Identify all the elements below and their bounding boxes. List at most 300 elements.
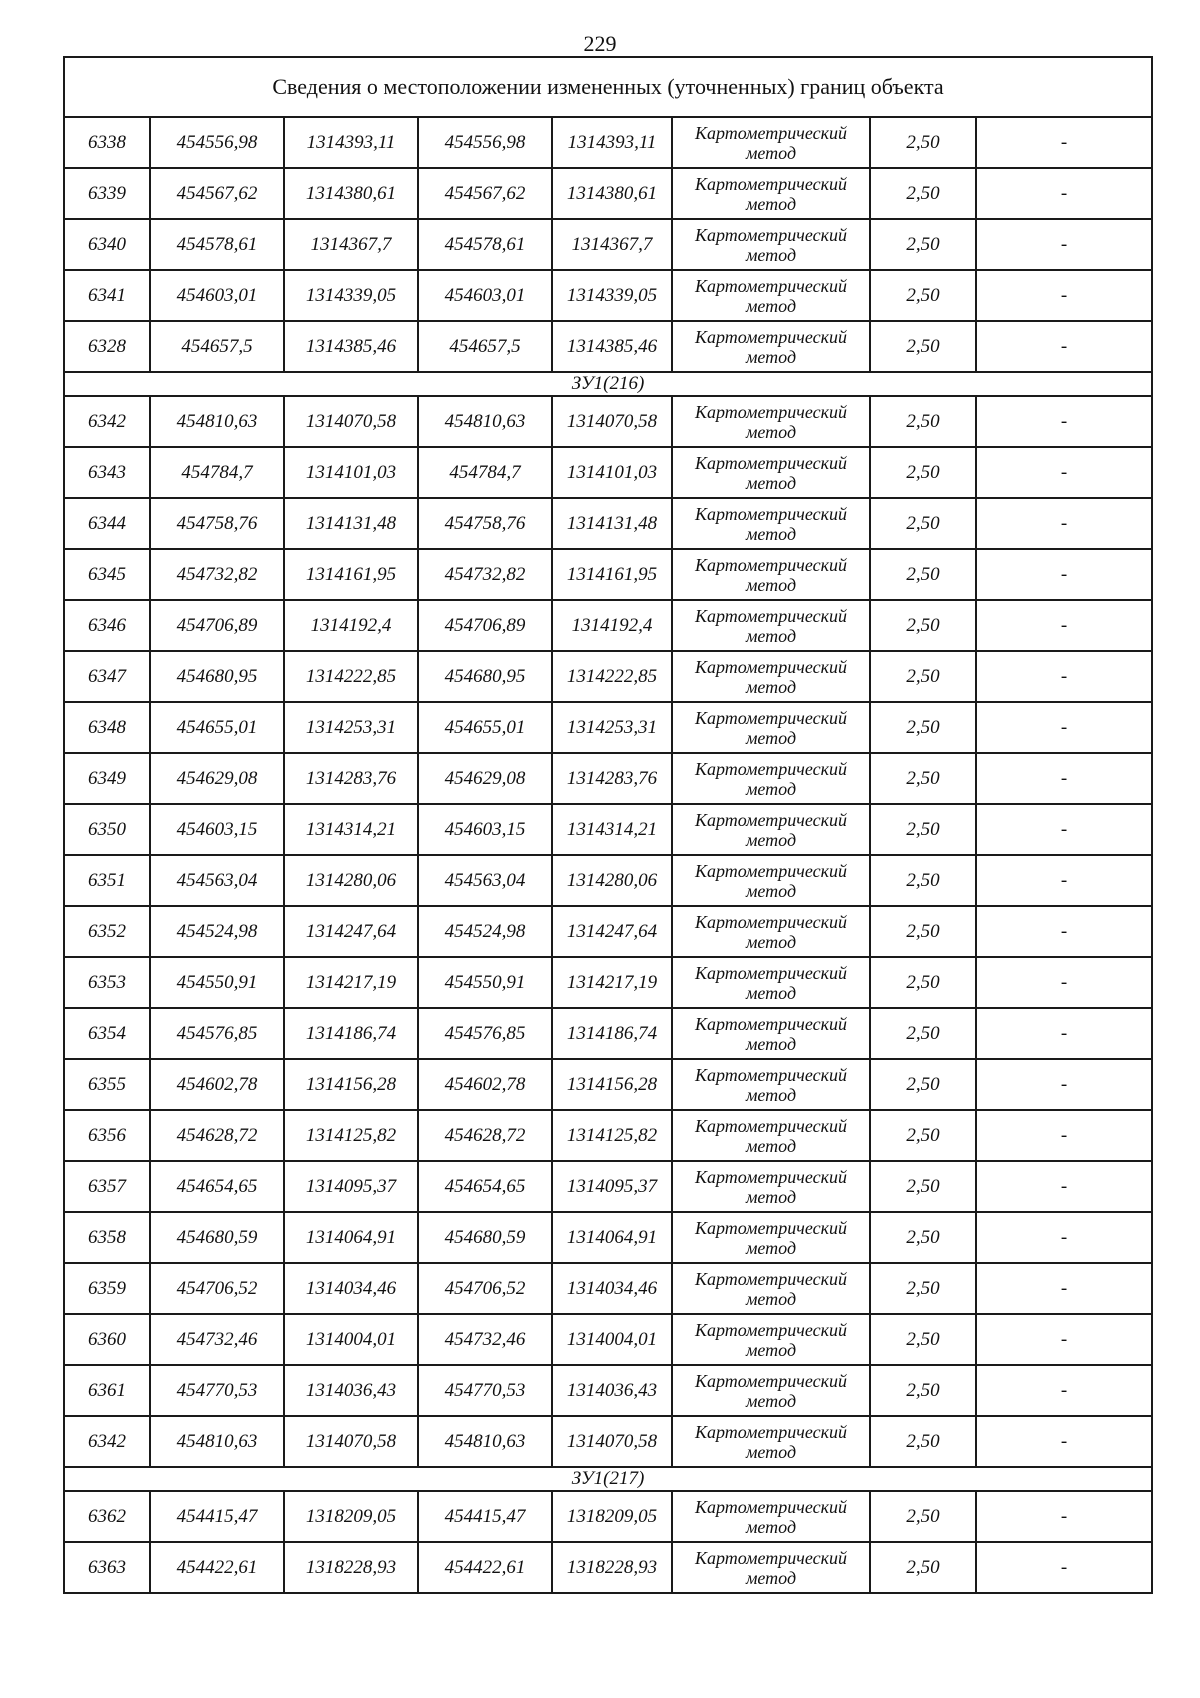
refined-x-cell: 454628,72 <box>418 1110 552 1161</box>
existing-y-cell: 1318209,05 <box>284 1491 418 1542</box>
method-line-1: Картометрический <box>694 1370 847 1391</box>
refined-x-cell: 454603,15 <box>418 804 552 855</box>
refined-x-cell: 454629,08 <box>418 753 552 804</box>
note-cell: - <box>976 1212 1152 1263</box>
existing-x-cell: 454415,47 <box>150 1491 284 1542</box>
accuracy-cell: 2,50 <box>870 321 976 372</box>
existing-x-cell: 454680,59 <box>150 1212 284 1263</box>
method-line-1: Картометрический <box>694 275 847 296</box>
refined-y-cell: 1314131,48 <box>552 498 672 549</box>
note-cell: - <box>976 957 1152 1008</box>
refined-x-cell: 454556,98 <box>418 117 552 168</box>
refined-x-cell: 454706,52 <box>418 1263 552 1314</box>
accuracy-cell: 2,50 <box>870 1212 976 1263</box>
accuracy-cell: 2,50 <box>870 168 976 219</box>
section-header-row <box>64 372 1152 396</box>
point-number-cell: 6345 <box>64 549 150 600</box>
accuracy-cell: 2,50 <box>870 549 976 600</box>
method-cell <box>672 549 870 600</box>
note-cell: - <box>976 1263 1152 1314</box>
table-row <box>64 549 1152 600</box>
note-cell: - <box>976 804 1152 855</box>
existing-x-cell: 454578,61 <box>150 219 284 270</box>
refined-x-cell: 454563,04 <box>418 855 552 906</box>
existing-y-cell: 1314125,82 <box>284 1110 418 1161</box>
method-line-1: Картометрический <box>694 1421 847 1442</box>
refined-y-cell: 1314367,7 <box>552 219 672 270</box>
table-row <box>64 804 1152 855</box>
method-cell <box>672 1542 870 1593</box>
table-row <box>64 1263 1152 1314</box>
table-row <box>64 1542 1152 1593</box>
refined-y-cell: 1314034,46 <box>552 1263 672 1314</box>
method-cell <box>672 906 870 957</box>
existing-y-cell: 1314253,31 <box>284 702 418 753</box>
accuracy-cell: 2,50 <box>870 600 976 651</box>
point-number-cell: 6359 <box>64 1263 150 1314</box>
accuracy-cell: 2,50 <box>870 1110 976 1161</box>
accuracy-cell: 2,50 <box>870 1314 976 1365</box>
note-cell: - <box>976 1161 1152 1212</box>
point-number-cell: 6343 <box>64 447 150 498</box>
method-line-1: Картометрический <box>694 1013 847 1034</box>
method-line-2: метод <box>745 1288 797 1309</box>
method-line-2: метод <box>745 931 797 952</box>
existing-y-cell: 1314283,76 <box>284 753 418 804</box>
method-line-2: метод <box>745 1339 797 1360</box>
method-line-1: Картометрический <box>694 1115 847 1136</box>
existing-y-cell: 1318228,93 <box>284 1542 418 1593</box>
method-line-1: Картометрический <box>694 656 847 677</box>
point-number-cell: 6338 <box>64 117 150 168</box>
refined-y-cell: 1314070,58 <box>552 396 672 447</box>
method-cell <box>672 855 870 906</box>
method-line-2: метод <box>745 727 797 748</box>
point-number-cell: 6358 <box>64 1212 150 1263</box>
point-number-cell: 6340 <box>64 219 150 270</box>
note-cell: - <box>976 1314 1152 1365</box>
existing-x-cell: 454563,04 <box>150 855 284 906</box>
accuracy-cell: 2,50 <box>870 117 976 168</box>
method-line-1: Картометрический <box>694 1496 847 1517</box>
refined-y-cell: 1314125,82 <box>552 1110 672 1161</box>
accuracy-cell: 2,50 <box>870 447 976 498</box>
note-cell: - <box>976 855 1152 906</box>
existing-x-cell: 454706,89 <box>150 600 284 651</box>
table-body <box>64 57 1152 1593</box>
existing-y-cell: 1314186,74 <box>284 1008 418 1059</box>
method-line-1: Картометрический <box>694 401 847 422</box>
method-line-1: Картометрический <box>694 707 847 728</box>
refined-y-cell: 1314186,74 <box>552 1008 672 1059</box>
point-number-cell: 6353 <box>64 957 150 1008</box>
table-row <box>64 1365 1152 1416</box>
table-row <box>64 168 1152 219</box>
existing-y-cell: 1314217,19 <box>284 957 418 1008</box>
method-line-1: Картометрический <box>694 554 847 575</box>
method-line-2: метод <box>745 421 797 442</box>
note-cell: - <box>976 1008 1152 1059</box>
method-line-2: метод <box>745 1135 797 1156</box>
method-line-1: Картометрический <box>694 224 847 245</box>
method-line-2: метод <box>745 295 797 316</box>
refined-y-cell: 1314314,21 <box>552 804 672 855</box>
point-number-cell: 6347 <box>64 651 150 702</box>
existing-y-cell: 1314247,64 <box>284 906 418 957</box>
refined-y-cell: 1314283,76 <box>552 753 672 804</box>
existing-x-cell: 454657,5 <box>150 321 284 372</box>
existing-y-cell: 1314367,7 <box>284 219 418 270</box>
existing-y-cell: 1314070,58 <box>284 1416 418 1467</box>
note-cell: - <box>976 396 1152 447</box>
accuracy-cell: 2,50 <box>870 1263 976 1314</box>
method-line-1: Картометрический <box>694 1064 847 1085</box>
method-line-1: Картометрический <box>694 758 847 779</box>
note-cell: - <box>976 270 1152 321</box>
existing-x-cell: 454654,65 <box>150 1161 284 1212</box>
section-header-row <box>64 1467 1152 1491</box>
method-cell <box>672 498 870 549</box>
existing-x-cell: 454422,61 <box>150 1542 284 1593</box>
point-number-cell: 6355 <box>64 1059 150 1110</box>
section-label: ЗУ1(216) <box>64 372 1152 396</box>
table-row <box>64 600 1152 651</box>
method-line-1: Картометрический <box>694 452 847 473</box>
refined-x-cell: 454680,95 <box>418 651 552 702</box>
method-line-1: Картометрический <box>694 911 847 932</box>
refined-y-cell: 1314064,91 <box>552 1212 672 1263</box>
refined-x-cell: 454603,01 <box>418 270 552 321</box>
accuracy-cell: 2,50 <box>870 219 976 270</box>
existing-x-cell: 454603,15 <box>150 804 284 855</box>
refined-y-cell: 1314192,4 <box>552 600 672 651</box>
existing-x-cell: 454732,46 <box>150 1314 284 1365</box>
table-row <box>64 906 1152 957</box>
method-line-2: метод <box>745 1516 797 1537</box>
method-cell <box>672 1416 870 1467</box>
note-cell: - <box>976 753 1152 804</box>
refined-x-cell: 454422,61 <box>418 1542 552 1593</box>
method-cell <box>672 1212 870 1263</box>
existing-x-cell: 454680,95 <box>150 651 284 702</box>
existing-y-cell: 1314131,48 <box>284 498 418 549</box>
existing-y-cell: 1314314,21 <box>284 804 418 855</box>
point-number-cell: 6361 <box>64 1365 150 1416</box>
table-row <box>64 270 1152 321</box>
existing-x-cell: 454524,98 <box>150 906 284 957</box>
table-row <box>64 447 1152 498</box>
note-cell: - <box>976 117 1152 168</box>
method-cell <box>672 1365 870 1416</box>
method-line-2: метод <box>745 1567 797 1588</box>
point-number-cell: 6339 <box>64 168 150 219</box>
method-cell <box>672 321 870 372</box>
point-number-cell: 6344 <box>64 498 150 549</box>
note-cell: - <box>976 1416 1152 1467</box>
refined-y-cell: 1314070,58 <box>552 1416 672 1467</box>
existing-y-cell: 1314380,61 <box>284 168 418 219</box>
table-row <box>64 396 1152 447</box>
refined-y-cell: 1314004,01 <box>552 1314 672 1365</box>
existing-y-cell: 1314161,95 <box>284 549 418 600</box>
table-row <box>64 702 1152 753</box>
note-cell: - <box>976 498 1152 549</box>
note-cell: - <box>976 600 1152 651</box>
table-row <box>64 1491 1152 1542</box>
point-number-cell: 6341 <box>64 270 150 321</box>
table-row <box>64 498 1152 549</box>
accuracy-cell: 2,50 <box>870 1008 976 1059</box>
method-cell <box>672 1314 870 1365</box>
refined-x-cell: 454732,46 <box>418 1314 552 1365</box>
method-cell <box>672 1161 870 1212</box>
method-line-1: Картометрический <box>694 1166 847 1187</box>
refined-x-cell: 454654,65 <box>418 1161 552 1212</box>
note-cell: - <box>976 651 1152 702</box>
note-cell: - <box>976 447 1152 498</box>
method-line-1: Картометрический <box>694 809 847 830</box>
table-title-row <box>64 57 1152 117</box>
refined-x-cell: 454415,47 <box>418 1491 552 1542</box>
point-number-cell: 6350 <box>64 804 150 855</box>
table-row <box>64 1314 1152 1365</box>
table-row <box>64 957 1152 1008</box>
table-row <box>64 1212 1152 1263</box>
note-cell: - <box>976 906 1152 957</box>
method-line-2: метод <box>745 1441 797 1462</box>
method-line-2: метод <box>745 193 797 214</box>
method-cell <box>672 702 870 753</box>
method-line-2: метод <box>745 1237 797 1258</box>
refined-y-cell: 1314036,43 <box>552 1365 672 1416</box>
method-cell <box>672 957 870 1008</box>
method-cell <box>672 1008 870 1059</box>
accuracy-cell: 2,50 <box>870 957 976 1008</box>
point-number-cell: 6357 <box>64 1161 150 1212</box>
refined-y-cell: 1314095,37 <box>552 1161 672 1212</box>
existing-x-cell: 454567,62 <box>150 168 284 219</box>
refined-x-cell: 454550,91 <box>418 957 552 1008</box>
note-cell: - <box>976 321 1152 372</box>
refined-y-cell: 1314280,06 <box>552 855 672 906</box>
refined-x-cell: 454567,62 <box>418 168 552 219</box>
existing-y-cell: 1314156,28 <box>284 1059 418 1110</box>
boundary-coordinates-table <box>63 56 1153 1594</box>
method-line-2: метод <box>745 346 797 367</box>
existing-y-cell: 1314064,91 <box>284 1212 418 1263</box>
refined-y-cell: 1314156,28 <box>552 1059 672 1110</box>
method-line-2: метод <box>745 1033 797 1054</box>
method-line-1: Картометрический <box>694 1547 847 1568</box>
refined-x-cell: 454576,85 <box>418 1008 552 1059</box>
point-number-cell: 6360 <box>64 1314 150 1365</box>
refined-y-cell: 1314161,95 <box>552 549 672 600</box>
method-line-1: Картометрический <box>694 860 847 881</box>
existing-y-cell: 1314280,06 <box>284 855 418 906</box>
accuracy-cell: 2,50 <box>870 651 976 702</box>
refined-x-cell: 454732,82 <box>418 549 552 600</box>
existing-y-cell: 1314385,46 <box>284 321 418 372</box>
existing-y-cell: 1314095,37 <box>284 1161 418 1212</box>
refined-x-cell: 454810,63 <box>418 396 552 447</box>
table-row <box>64 1416 1152 1467</box>
refined-y-cell: 1314253,31 <box>552 702 672 753</box>
refined-y-cell: 1314222,85 <box>552 651 672 702</box>
existing-x-cell: 454810,63 <box>150 396 284 447</box>
existing-x-cell: 454602,78 <box>150 1059 284 1110</box>
method-cell <box>672 600 870 651</box>
method-line-2: метод <box>745 1084 797 1105</box>
method-line-1: Картометрический <box>694 503 847 524</box>
accuracy-cell: 2,50 <box>870 1416 976 1467</box>
refined-x-cell: 454602,78 <box>418 1059 552 1110</box>
refined-x-cell: 454655,01 <box>418 702 552 753</box>
method-line-2: метод <box>745 880 797 901</box>
method-line-1: Картометрический <box>694 122 847 143</box>
existing-x-cell: 454556,98 <box>150 117 284 168</box>
method-line-2: метод <box>745 1390 797 1411</box>
existing-y-cell: 1314004,01 <box>284 1314 418 1365</box>
method-cell <box>672 219 870 270</box>
table-row <box>64 219 1152 270</box>
table-row <box>64 753 1152 804</box>
method-cell <box>672 651 870 702</box>
method-line-1: Картометрический <box>694 173 847 194</box>
existing-x-cell: 454810,63 <box>150 1416 284 1467</box>
existing-x-cell: 454550,91 <box>150 957 284 1008</box>
refined-x-cell: 454657,5 <box>418 321 552 372</box>
method-line-2: метод <box>745 829 797 850</box>
refined-y-cell: 1314385,46 <box>552 321 672 372</box>
table-row <box>64 651 1152 702</box>
table-title: Сведения о местоположении измененных (уточненных) границ объекта <box>64 57 1152 117</box>
existing-x-cell: 454770,53 <box>150 1365 284 1416</box>
method-cell <box>672 168 870 219</box>
refined-y-cell: 1314217,19 <box>552 957 672 1008</box>
method-line-2: метод <box>745 778 797 799</box>
existing-x-cell: 454732,82 <box>150 549 284 600</box>
method-line-2: метод <box>745 574 797 595</box>
point-number-cell: 6342 <box>64 1416 150 1467</box>
refined-x-cell: 454524,98 <box>418 906 552 957</box>
method-line-2: метод <box>745 472 797 493</box>
accuracy-cell: 2,50 <box>870 270 976 321</box>
method-line-2: метод <box>745 523 797 544</box>
refined-y-cell: 1314380,61 <box>552 168 672 219</box>
refined-x-cell: 454758,76 <box>418 498 552 549</box>
method-line-2: метод <box>745 625 797 646</box>
note-cell: - <box>976 1110 1152 1161</box>
refined-y-cell: 1314101,03 <box>552 447 672 498</box>
note-cell: - <box>976 168 1152 219</box>
accuracy-cell: 2,50 <box>870 702 976 753</box>
refined-y-cell: 1314247,64 <box>552 906 672 957</box>
point-number-cell: 6362 <box>64 1491 150 1542</box>
method-line-2: метод <box>745 244 797 265</box>
refined-y-cell: 1318209,05 <box>552 1491 672 1542</box>
method-cell <box>672 1263 870 1314</box>
table-row <box>64 855 1152 906</box>
existing-x-cell: 454576,85 <box>150 1008 284 1059</box>
method-line-2: метод <box>745 142 797 163</box>
accuracy-cell: 2,50 <box>870 396 976 447</box>
section-label: ЗУ1(217) <box>64 1467 1152 1491</box>
existing-x-cell: 454706,52 <box>150 1263 284 1314</box>
accuracy-cell: 2,50 <box>870 906 976 957</box>
method-cell <box>672 1110 870 1161</box>
refined-x-cell: 454680,59 <box>418 1212 552 1263</box>
method-cell <box>672 270 870 321</box>
accuracy-cell: 2,50 <box>870 1542 976 1593</box>
note-cell: - <box>976 1542 1152 1593</box>
note-cell: - <box>976 702 1152 753</box>
method-cell <box>672 117 870 168</box>
existing-y-cell: 1314222,85 <box>284 651 418 702</box>
point-number-cell: 6352 <box>64 906 150 957</box>
note-cell: - <box>976 219 1152 270</box>
accuracy-cell: 2,50 <box>870 1491 976 1542</box>
refined-x-cell: 454770,53 <box>418 1365 552 1416</box>
accuracy-cell: 2,50 <box>870 753 976 804</box>
note-cell: - <box>976 1491 1152 1542</box>
refined-x-cell: 454810,63 <box>418 1416 552 1467</box>
point-number-cell: 6349 <box>64 753 150 804</box>
method-cell <box>672 1059 870 1110</box>
accuracy-cell: 2,50 <box>870 1365 976 1416</box>
point-number-cell: 6363 <box>64 1542 150 1593</box>
existing-y-cell: 1314192,4 <box>284 600 418 651</box>
method-line-1: Картометрический <box>694 1268 847 1289</box>
table-row <box>64 1110 1152 1161</box>
existing-x-cell: 454655,01 <box>150 702 284 753</box>
point-number-cell: 6346 <box>64 600 150 651</box>
refined-x-cell: 454578,61 <box>418 219 552 270</box>
existing-x-cell: 454758,76 <box>150 498 284 549</box>
accuracy-cell: 2,50 <box>870 855 976 906</box>
method-line-1: Картометрический <box>694 1319 847 1340</box>
existing-y-cell: 1314034,46 <box>284 1263 418 1314</box>
refined-x-cell: 454706,89 <box>418 600 552 651</box>
method-cell <box>672 753 870 804</box>
refined-y-cell: 1318228,93 <box>552 1542 672 1593</box>
point-number-cell: 6354 <box>64 1008 150 1059</box>
existing-x-cell: 454603,01 <box>150 270 284 321</box>
method-line-1: Картометрический <box>694 1217 847 1238</box>
note-cell: - <box>976 1365 1152 1416</box>
accuracy-cell: 2,50 <box>870 804 976 855</box>
table-row <box>64 1059 1152 1110</box>
accuracy-cell: 2,50 <box>870 1161 976 1212</box>
method-cell <box>672 804 870 855</box>
method-cell <box>672 1491 870 1542</box>
note-cell: - <box>976 549 1152 600</box>
method-line-2: метод <box>745 676 797 697</box>
method-cell <box>672 447 870 498</box>
table-row <box>64 321 1152 372</box>
method-line-1: Картометрический <box>694 962 847 983</box>
note-cell: - <box>976 1059 1152 1110</box>
existing-x-cell: 454628,72 <box>150 1110 284 1161</box>
table-row <box>64 1161 1152 1212</box>
method-line-2: метод <box>745 982 797 1003</box>
refined-y-cell: 1314393,11 <box>552 117 672 168</box>
refined-x-cell: 454784,7 <box>418 447 552 498</box>
existing-y-cell: 1314339,05 <box>284 270 418 321</box>
existing-y-cell: 1314393,11 <box>284 117 418 168</box>
method-line-1: Картометрический <box>694 605 847 626</box>
existing-x-cell: 454629,08 <box>150 753 284 804</box>
point-number-cell: 6348 <box>64 702 150 753</box>
